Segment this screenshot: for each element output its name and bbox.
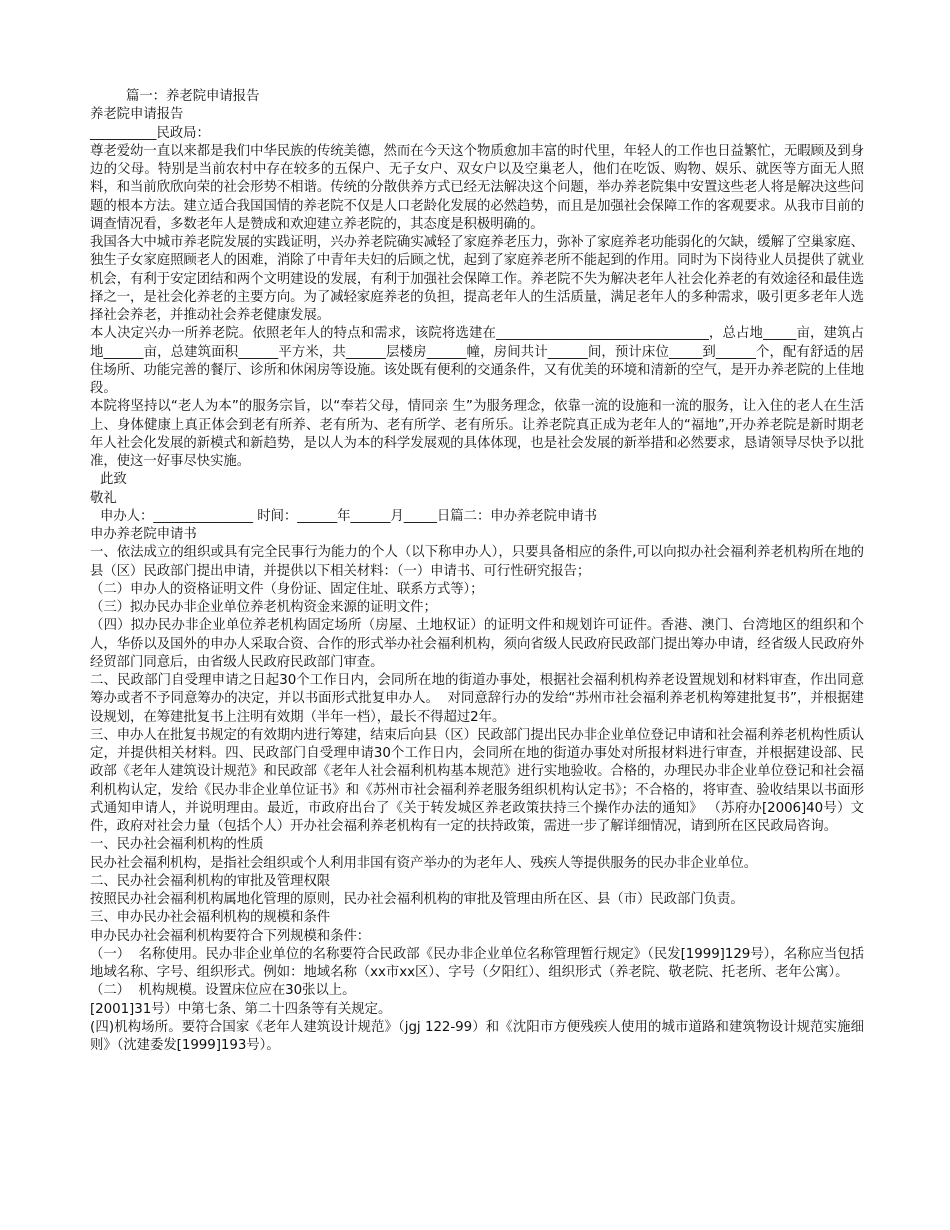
paragraph: 此致 [100,472,127,488]
paragraph: 二、民办社会福利机构的审批及管理权限 [90,873,331,889]
paragraph: 三、申办民办社会福利机构的规模和条件 [90,910,331,926]
paragraph: 民办社会福利机构，是指社会组织或个人利用非国有资产举办的为老年人、残疾人等提供服务的民办非企业单位。 [90,855,758,871]
paragraph: （一） 名称使用。民办非企业单位的名称要符合民政部《民办非企业单位名称管理暂行规定》（民发[1999]129号），名称应当包括地域名称、字号、组织形式。例如：地域名称（xx市xx区）、字号（夕阳红）、组织形式（养老院、敬老院、托老所、老年公寓）。 [90,946,864,980]
paragraph: 尊老爱幼一直以来都是我们中华民族的传统美德，然而在今天这个物质愈加丰富的时代里，年轻人的工作也日益繁忙，无暇顾及到身边的父母。特别是当前农村中存在较多的五保户、无子女户、双女户以及空巢老人，他们在吃饭、购物、娱乐、就医等方面无人照料，和当前欣欣向荣的社会形势不相谐。传统的分散供养方式已经无法解决这个问题，举办养老院集中安置这些老人将是解决这些问题的根本方法。建立适合我国国情的养老院不仅是人口老龄化发展的必然趋势，而且是加强社会保障工作的客观要求。从我市目前的调查情况看，多数老年人是赞成和欢迎建立养老院的，其态度是积极明确的。 [90,143,864,232]
paragraph: (四)机构场所。要符合国家《老年人建筑设计规范》（jgj 122-99）和《沈阳市方便残疾人使用的城市道路和建筑物设计规范实施细则》（沈建委发[1999]193号）。 [90,1019,864,1053]
paragraph: 申办养老院申请书 [90,527,197,542]
paragraph: 按照民办社会福利机构属地化管理的原则，民办社会福利机构的审批及管理由所在区、县（市）民政部门负责。 [90,892,744,907]
paragraph: （四）拟办民办非企业单位养老机构固定场所（房屋、土地权证）的证明文件和规划许可证件。香港、澳门、台湾地区的组织和个人，华侨以及国外的申办人采取合资、合作的形式举办社会福利机构，须向省级人民政府民政部门提出筹办申请，经省级人民政府外经贸部门同意后，由省级人民政府民政部门审查。 [90,618,864,670]
paragraph: （三）拟办民办非企业单位养老机构资金来源的证明文件； [90,600,437,615]
paragraph: 申办人：_______________ 时间：______年______月_____日篇二：申办养老院申请书 [100,508,598,524]
paragraph: 本院将坚持以“老人为本”的服务宗旨，以“奉若父母，情同亲 生”为服务理念，依靠一流的设施和一流的服务，让入住的老人在生活上、身体健康上真正体会到老有所养、老有所为、老有所学、老有所乐。让养老院真正成为老年人的“福地”,开办养老院是新时期老年人社会化发展的新模式和新趋势，是以人为本的科学发展观的具体体现，也是社会发展的新举措和必然要求，恳请领导尽快予以批准，使这一好事尽快实施。 [90,399,864,469]
paragraph: __________民政局： [90,125,210,141]
paragraph: 一、民办社会福利机构的性质 [90,837,264,853]
paragraph: 敬礼 [90,490,117,506]
paragraph: 我国各大中城市养老院发展的实践证明，兴办养老院确实减轻了家庭养老压力，弥补了家庭养老功能弱化的欠缺，缓解了空巢家庭、独生子女家庭照顾老人的困难，消除了中青年夫妇的后顾之忧，起到了家庭养老所不能起到的作用。同时为下岗待业人员提供了就业机会，有利于安定团结和两个文明建设的发展，有利于加强社会保障工作。养老院不失为解决老年人社会化养老的有效途径和最佳选择之一，是社会化养老的主要方向。为了减轻家庭养老的负担，提高老年人的生活质量，满足老年人的多种需求，吸引更多老年人选择社会养老，并推动社会养老健康发展。 [90,235,864,323]
paragraph: 二、民政部门自受理申请之日起30个工作日内，会同所在地的街道办事处，根据社会福利机构养老设置规划和材料审查，作出同意筹办或者不予同意筹办的决定，并以书面形式批复申办人。 对同意辞行办的发给“苏州市社会福利养老机构筹建批复书”，并根据建设规划，在筹建批复书上注明有效期（半年一档），最长不得超过2年。 [90,673,864,725]
paragraph: （二）申办人的资格证明文件（身份证、固定住址、联系方式等）； [90,581,484,597]
paragraph: 篇一：养老院申请报告 [126,89,260,104]
paragraph: 本人决定兴办一所养老院。依照老年人的特点和需求，该院将选建在________________________________，总占地_____亩，建筑占地______亩，总建筑面积______平方米，共______层楼房______幢，房间共计______间，预计床位_____到______个，配有舒适的居住场所、功能完善的餐厅、诊所和休闲房等设施。该处既有便利的交通条件，又有优美的环境和清新的空气，是开办养老院的上佳地段。 [90,326,864,396]
paragraph: 养老院申请报告 [90,107,184,123]
paragraph: 申办民办社会福利机构要符合下列规模和条件： [90,928,371,944]
paragraph: [2001]31号）中第七条、第二十四条等有关规定。 [90,1001,392,1017]
paragraph: （二） 机构规模。设置床位应在30张以上。 [90,983,356,999]
paragraph: 一、依法成立的组织或具有完全民事行为能力的个人（以下称申办人），只要具备相应的条件,可以向拟办社会福利养老机构所在地的县（区）民政部门提出申请，并提供以下相关材料：（一）申请书、可行性研究报告； [90,545,864,579]
paragraph: 三、申办人在批复书规定的有效期内进行筹建，结束后向县（区）民政部门提出民办非企业单位登记申请和社会福利养老机构性质认定，并提供相关材料。四、民政部门自受理申请30个工作日内，会同所在地的街道办事处对所报材料进行审查，并根据建设部、民政部《老年人建筑设计规范》和民政部《老年人社会福利机构基本规范》进行实地验收。合格的，办理民办非企业单位登记和社会福利机构认定，发给《民办非企业单位证书》和《苏州市社会福利养老服务组织机构认定书》；不合格的，将审查、验收结果以书面形式通知申请人，并说明理由。最近，市政府出台了《关于转发城区养老政策扶持三个操作办法的通知》 （苏府办[2006]40号）文件，政府对社会力量（包括个人）开办社会福利养老机构有一定的扶持政策，需进一步了解详细情况，请到所在区民政局咨询。 [90,727,864,834]
